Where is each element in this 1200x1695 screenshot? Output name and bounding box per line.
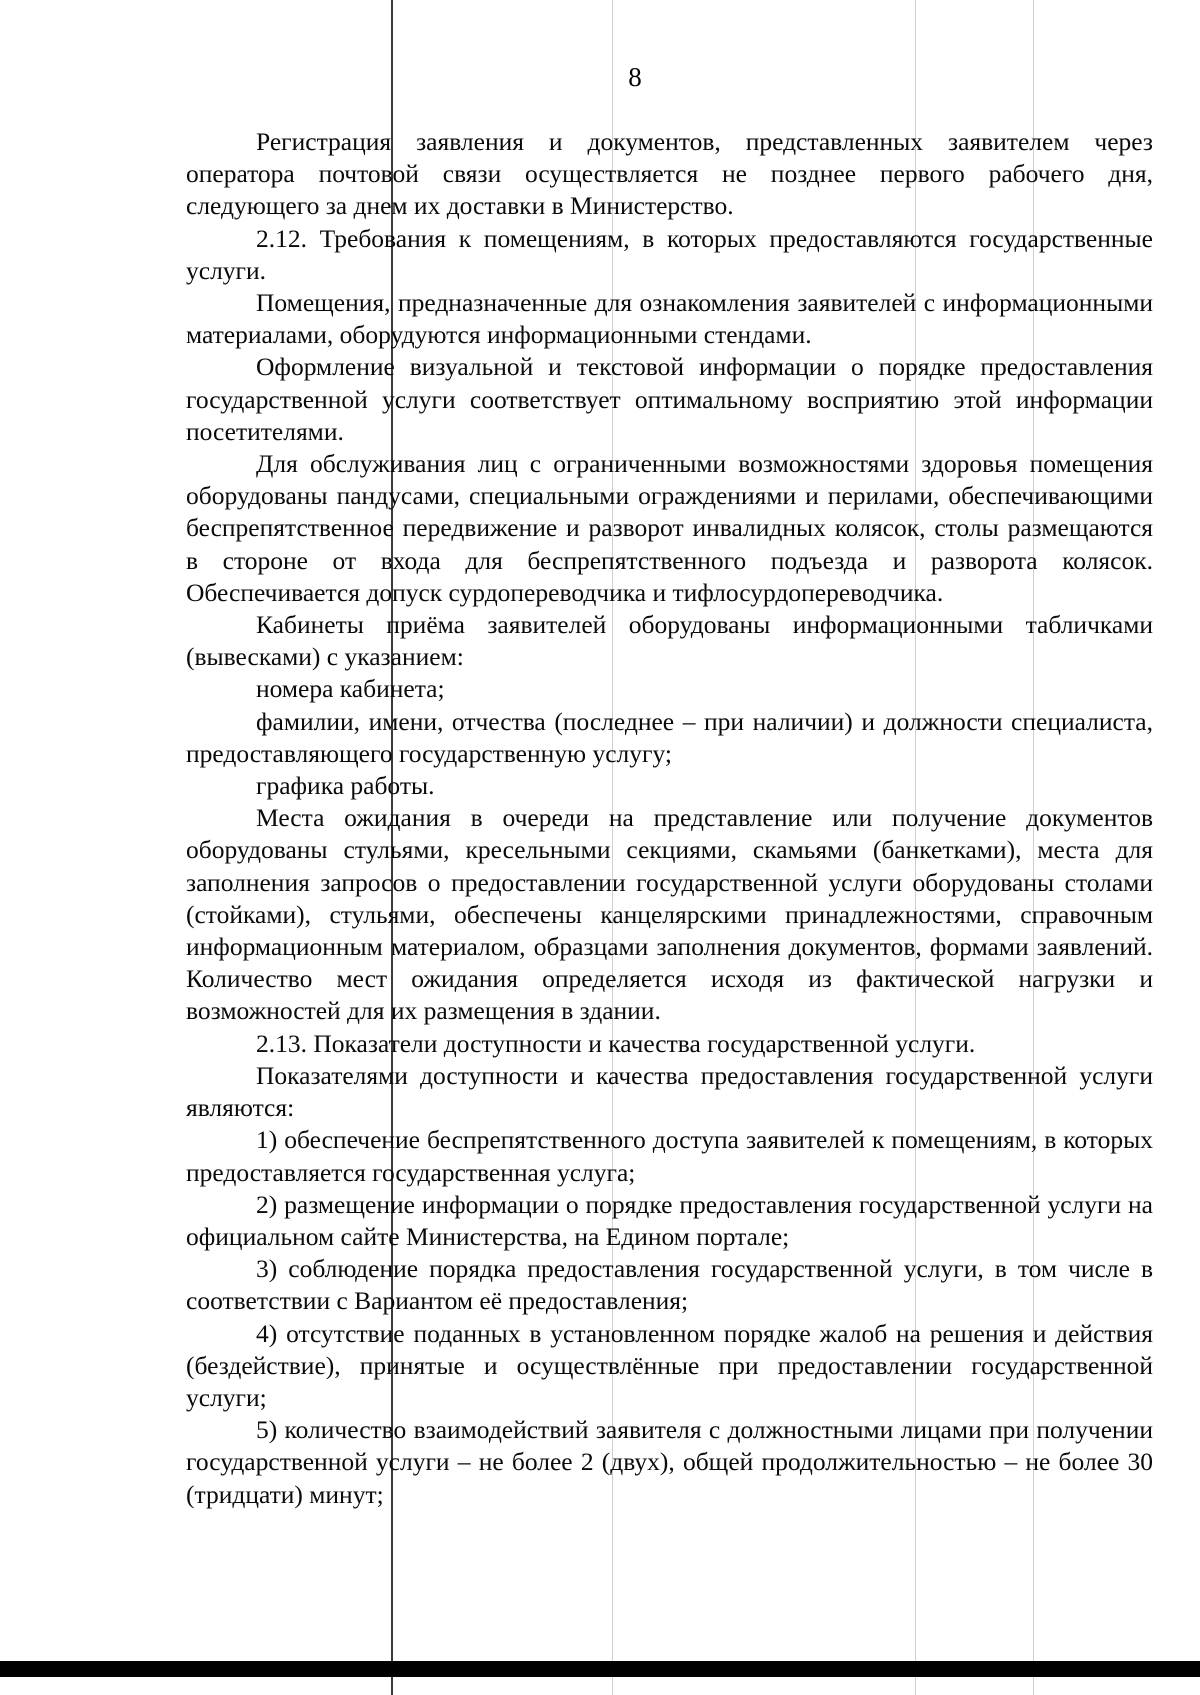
numbered-item: 5) количество взаимодействий заявителя с должностными лицами при получении государственной услуги – не более 2 (двух), общей продолжительностью – не более 30 (тридцати) минут;: [186, 1415, 1153, 1509]
numbered-item: 4) отсутствие поданных в установленном порядке жалоб на решения и действия (бездействие), принятые и осуществлённые при предоставлении государственной услуги;: [186, 1318, 1153, 1412]
document-body: [186, 126, 1153, 1511]
numbered-item: 2) размещение информации о порядке предоставления государственной услуги на официальном сайте Министерства, на Едином портале;: [186, 1189, 1153, 1251]
scan-bottom-edge: [0, 1661, 1200, 1677]
numbered-item: 1) обеспечение беспрепятственного доступа заявителей к помещениям, в которых предоставляется государственная услуга;: [186, 1125, 1153, 1187]
list-item: фамилии, имени, отчества (последнее – при наличии) и должности специалиста, предоставляющего государственную услугу;: [186, 706, 1153, 768]
list-item: номера кабинета;: [256, 674, 445, 704]
page-number: 8: [628, 62, 642, 92]
paragraph: Для обслуживания лиц с ограниченными возможностями здоровья помещения оборудованы пандусами, специальными ограждениями и перилами, обеспечивающими беспрепятственное передвижение и разворот инвалидных колясок, столы размещаются в стороне от входа для беспрепятственного подъезда и разворота колясок. Обеспечивается допуск сурдопереводчика и тифлосурдопереводчика.: [186, 449, 1153, 607]
paragraph: Места ожидания в очереди на представление или получение документов оборудованы стульями, кресельными секциями, скамьями (банкетками), места для заполнения запросов о предоставлении государственной услуги оборудованы столами (стойками), стульями, обеспечены канцелярскими принадлежностями, справочным информационным материалом, образцами заполнения документов, формами заявлений. Количество мест ожидания определяется исходя из фактической нагрузки и возможностей для их размещения в здании.: [186, 803, 1153, 1026]
paragraph: Кабинеты приёма заявителей оборудованы информационными табличками (вывесками) с указанием:: [186, 610, 1153, 672]
paragraph: Помещения, предназначенные для ознакомления заявителей с информационными материалами, оборудуются информационными стендами.: [186, 288, 1153, 350]
numbered-item: 3) соблюдение порядка предоставления государственной услуги, в том числе в соответствии с Вариантом её предоставления;: [186, 1254, 1153, 1316]
section-heading: 2.12. Требования к помещениям, в которых предоставляются государственные услуги.: [186, 223, 1153, 285]
section-heading: 2.13. Показатели доступности и качества государственной услуги.: [256, 1028, 976, 1058]
paragraph: Оформление визуальной и текстовой информации о порядке предоставления государственной услуги соответствует оптимальному восприятию этой информации посетителями.: [186, 352, 1153, 446]
list-item: графика работы.: [256, 771, 435, 801]
paragraph: Показателями доступности и качества предоставления государственной услуги являются:: [186, 1060, 1153, 1123]
paragraph: Регистрация заявления и документов, представленных заявителем через оператора почтовой связи осуществляется не позднее первого рабочего дня, следующего за днем их доставки в Министерство.: [186, 127, 1153, 221]
